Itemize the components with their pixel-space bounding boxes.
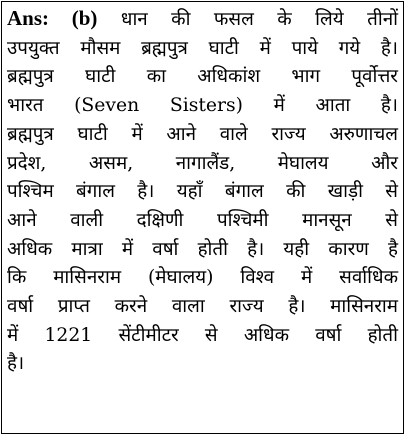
answer-line-5: ब्रह्मपुत्र घाटी में आने वाले राज्य अरुणाचल: [7, 123, 398, 145]
answer-line-11: वर्षा प्राप्त करने वाला राज्य है। मासिनराम: [7, 296, 398, 318]
answer-line-12: में 1221 सेंटीमीटर से अधिक वर्षा होती: [7, 324, 398, 346]
answer-line-1: [7, 4, 398, 35]
answer-line-13: है।: [7, 353, 25, 375]
answer-line-7: पश्चिम बंगाल है। यहाँ बंगाल की खाड़ी से: [7, 181, 398, 203]
answer-line-8: आने वाली दक्षिणी पश्चिमी मानसून से: [7, 209, 398, 231]
answer-line-10: कि मासिनराम (मेघालय) विश्व में सर्वाधिक: [7, 267, 398, 289]
answer-label: Ans: (b): [7, 6, 98, 30]
answer-text: धान की फसल के लिये तीनों: [120, 9, 398, 30]
answer-line-3: ब्रह्मपुत्र घाटी का अधिकांश भाग पूर्वोत्तर: [7, 66, 398, 88]
answer-line-2: उपयुक्त मौसम ब्रह्मपुत्र घाटी में पाये गये है।: [7, 37, 398, 59]
answer-line-4: भारत (Seven Sisters) में आता है।: [7, 95, 398, 117]
answer-line-6: प्रदेश, असम, नागालैंड, मेघालय और: [7, 152, 398, 174]
answer-box: [1, 1, 404, 434]
answer-line-9: अधिक मात्रा में वर्षा होती है। यही कारण है: [7, 238, 398, 260]
